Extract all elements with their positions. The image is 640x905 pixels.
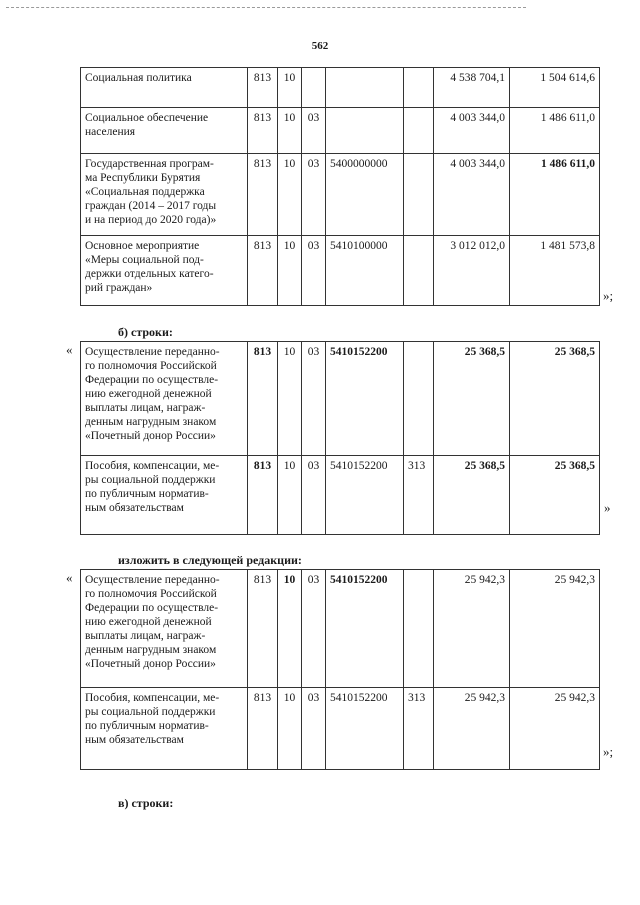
table-row bbox=[81, 342, 600, 456]
budget-table-current bbox=[80, 67, 600, 306]
row-sum-2: 1 486 611,0 bbox=[510, 154, 600, 236]
table-row bbox=[81, 68, 600, 108]
row-target-article: 5410152200 bbox=[326, 456, 404, 535]
row-sum-2: 25 942,3 bbox=[510, 570, 600, 688]
row-expense-type bbox=[404, 154, 434, 236]
row-expense-type bbox=[404, 342, 434, 456]
row-sum-2: 25 942,3 bbox=[510, 688, 600, 770]
page-number: 562 bbox=[311, 40, 329, 52]
row-target-article: 5410152200 bbox=[326, 570, 404, 688]
row-code: 813 bbox=[248, 68, 278, 108]
row-code: 813 bbox=[248, 456, 278, 535]
row-code: 813 bbox=[248, 688, 278, 770]
row-sum-1: 4 003 344,0 bbox=[434, 154, 510, 236]
row-target-article bbox=[326, 68, 404, 108]
row-subsection: 03 bbox=[302, 456, 326, 535]
row-expense-type: 313 bbox=[404, 688, 434, 770]
section-c-label: в) строки: bbox=[118, 796, 174, 810]
row-target-article: 5400000000 bbox=[326, 154, 404, 236]
row-name: Социальное обеспечение населения bbox=[81, 108, 248, 154]
new-edition-label: изложить в следующей редакции: bbox=[118, 553, 302, 567]
row-section: 10 bbox=[278, 68, 302, 108]
table-row bbox=[81, 236, 600, 306]
row-expense-type bbox=[404, 570, 434, 688]
row-expense-type bbox=[404, 236, 434, 306]
row-sum-1: 25 942,3 bbox=[434, 688, 510, 770]
row-target-article: 5410100000 bbox=[326, 236, 404, 306]
row-name: Пособия, компенсации, ме- ры социальной поддержки по публичным норматив- ным обязательствам bbox=[81, 688, 248, 770]
row-section: 10 bbox=[278, 108, 302, 154]
row-code: 813 bbox=[248, 108, 278, 154]
row-name: Государственная програм- ма Республики Бурятия «Социальная поддержка граждан (2014 – 2017 годы и на период до 2020 года)» bbox=[81, 154, 248, 236]
row-expense-type bbox=[404, 108, 434, 154]
row-sum-1: 25 368,5 bbox=[434, 456, 510, 535]
row-expense-type: 313 bbox=[404, 456, 434, 535]
row-code: 813 bbox=[248, 154, 278, 236]
row-sum-1: 4 003 344,0 bbox=[434, 108, 510, 154]
table-row bbox=[81, 108, 600, 154]
row-sum-2: 1 481 573,8 bbox=[510, 236, 600, 306]
row-section: 10 bbox=[278, 456, 302, 535]
budget-table-new-rows bbox=[80, 569, 600, 770]
opening-quote: « bbox=[66, 570, 73, 585]
row-section: 10 bbox=[278, 236, 302, 306]
row-subsection: 03 bbox=[302, 236, 326, 306]
closing-quote: »; bbox=[603, 288, 614, 303]
row-target-article: 5410152200 bbox=[326, 342, 404, 456]
row-section: 10 bbox=[278, 154, 302, 236]
scan-artifact-line bbox=[6, 7, 526, 8]
row-sum-2: 25 368,5 bbox=[510, 342, 600, 456]
row-code: 813 bbox=[248, 570, 278, 688]
row-sum-1: 25 368,5 bbox=[434, 342, 510, 456]
row-sum-2: 1 504 614,6 bbox=[510, 68, 600, 108]
row-name: Социальная политика bbox=[81, 68, 248, 108]
row-subsection: 03 bbox=[302, 154, 326, 236]
table-row bbox=[81, 688, 600, 770]
budget-table-old-rows bbox=[80, 341, 600, 535]
row-subsection: 03 bbox=[302, 342, 326, 456]
row-name: Основное мероприятие «Меры социальной под- держки отдельных катего- рий граждан» bbox=[81, 236, 248, 306]
row-sum-1: 3 012 012,0 bbox=[434, 236, 510, 306]
closing-quote: »; bbox=[603, 744, 614, 759]
row-code: 813 bbox=[248, 342, 278, 456]
row-subsection: 03 bbox=[302, 570, 326, 688]
row-sum-1: 25 942,3 bbox=[434, 570, 510, 688]
row-name: Пособия, компенсации, ме- ры социальной поддержки по публичным норматив- ным обязательствам bbox=[81, 456, 248, 535]
row-section: 10 bbox=[278, 688, 302, 770]
row-target-article bbox=[326, 108, 404, 154]
section-b-label: б) строки: bbox=[118, 325, 173, 339]
row-sum-2: 1 486 611,0 bbox=[510, 108, 600, 154]
opening-quote: « bbox=[66, 342, 73, 357]
row-expense-type bbox=[404, 68, 434, 108]
row-sum-2: 25 368,5 bbox=[510, 456, 600, 535]
row-sum-1: 4 538 704,1 bbox=[434, 68, 510, 108]
row-subsection bbox=[302, 68, 326, 108]
row-name: Осуществление переданно- го полномочия Российской Федерации по осуществле- нию ежегодной денежной выплаты лицам, награж- денным нагрудным знаком «Почетный донор России» bbox=[81, 570, 248, 688]
closing-quote: » bbox=[604, 500, 611, 515]
row-section: 10 bbox=[278, 570, 302, 688]
row-subsection: 03 bbox=[302, 108, 326, 154]
table-row bbox=[81, 456, 600, 535]
table-row bbox=[81, 570, 600, 688]
row-section: 10 bbox=[278, 342, 302, 456]
row-subsection: 03 bbox=[302, 688, 326, 770]
row-target-article: 5410152200 bbox=[326, 688, 404, 770]
row-name: Осуществление переданно- го полномочия Российской Федерации по осуществле- нию ежегодной денежной выплаты лицам, награж- денным нагрудным знаком «Почетный донор России» bbox=[81, 342, 248, 456]
table-row bbox=[81, 154, 600, 236]
row-code: 813 bbox=[248, 236, 278, 306]
